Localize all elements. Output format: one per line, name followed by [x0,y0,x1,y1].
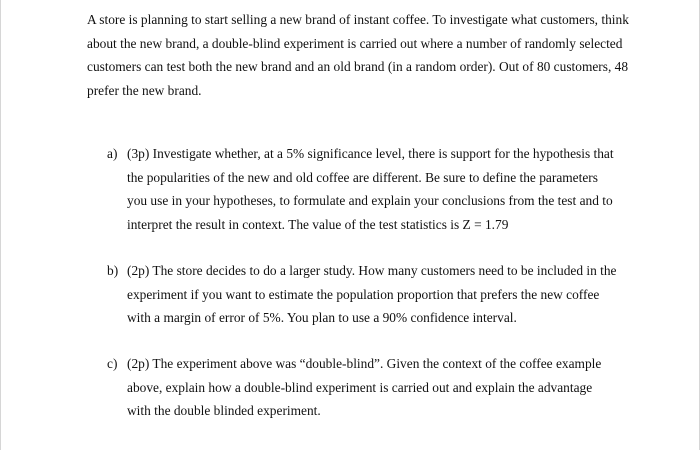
question-a-label: a) [107,146,118,161]
question-c-text: (2p) The experiment above was “double-blind”. Given the context of the coffee example above, explain how a double-blind experiment is carried out and explain the advantage with the double blinded experiment. [127,356,602,418]
question-c-label: c) [107,356,118,371]
question-b-text: (2p) The store decides to do a larger study. How many customers need to be included in the experiment if you want to estimate the population proportion that prefers the new coffee with a margin of error of 5%. You plan to use a 90% confidence interval. [127,263,617,325]
question-b-label: b) [107,263,119,278]
question-a [107,142,617,236]
problem-intro: A store is planning to start selling a new brand of instant coffee. To investigate what customers, think about the new brand, a double-blind experiment is carried out where a number of randomly selected customers can test both the new brand and an old brand (in a random order). Out of 80 customers, 48 prefer the new brand. [87,12,629,98]
question-a-text: (3p) Investigate whether, at a 5% significance level, there is support for the hypothesis that the popularities of the new and old coffee are different. Be sure to define the parameters you use in your hypotheses, to formulate and explain your conclusions from the test and to interpret the result in context. The value of the test statistics is Z = 1.79 [127,146,614,232]
question-b [107,259,617,330]
question-c [107,352,617,423]
